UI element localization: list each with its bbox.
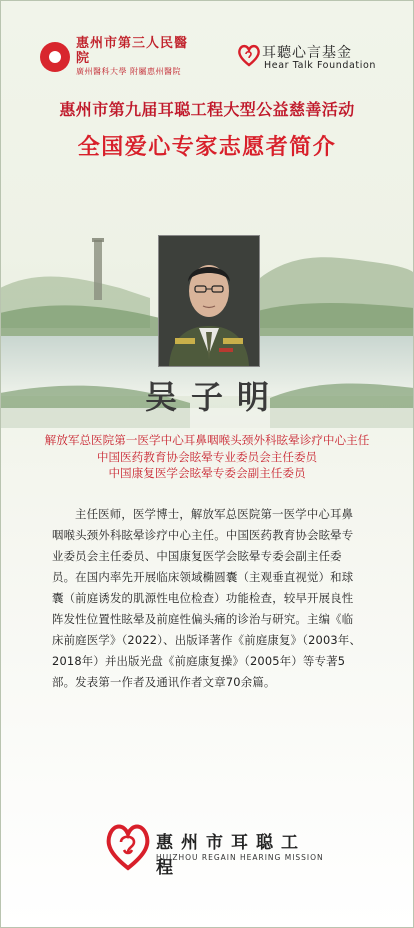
hospital-name: 惠州市第三人民醫院: [76, 36, 189, 66]
role-line: 中国医药教育协会眩晕专业委员会主任委员: [96, 449, 318, 464]
heart-ear-icon: [236, 42, 262, 68]
event-title: 惠州市第九届耳聪工程大型公益慈善活动: [59, 100, 355, 119]
expert-biography: 主任医师，医学博士，解放军总医院第一医学中心耳鼻咽喉头颈外科眩晕诊疗中心主任。中国医药教育协会眩晕专业委员会主任委员、中国康复医学会眩晕专委会副主任委员。在国内率先开展临床领域椭圆囊（主观垂直视觉）和球囊（前庭诱发的肌源性电位检查）功能检查，较早开展良性阵发性位置性眩晕及前庭性偏头痛的诊治与研究。主编《临床前庭医学》（2022）、出版译著作《前庭康复》（2003年、2018年）并出版光盘《前庭康复操》（2005年）等专著5部。发表第一作者及通讯作者文章70余篇。: [52, 507, 362, 689]
foundation-name-cn: 耳聽心言基金: [262, 45, 352, 61]
foundation-name-en: Hear Talk Foundation: [264, 60, 376, 71]
role-line: 解放军总医院第一医学中心耳鼻咽喉头颈外科眩晕诊疗中心主任: [44, 433, 370, 447]
foundation-logo: [236, 40, 386, 74]
program-logo: [104, 818, 324, 878]
program-name-en: HUIZHOU REGAIN HEARING MISSION: [156, 853, 324, 862]
program-name-cn: 惠州市耳聪工程: [156, 833, 306, 878]
hospital-emblem-icon: [40, 42, 70, 72]
hospital-affiliation: 廣州醫科大學 附屬惠州醫院: [76, 66, 182, 76]
expert-name: 吴子明: [144, 378, 283, 416]
role-line: 中国康复医学会眩晕专委会副主任委员: [108, 466, 306, 480]
expert-roles: [0, 432, 414, 482]
page-title: 全国爱心专家志愿者简介: [77, 135, 337, 160]
heart-logo-icon: [104, 820, 152, 872]
header: [0, 0, 414, 92]
expert-portrait-photo: [158, 235, 260, 367]
hospital-logo: [40, 36, 200, 76]
portrait-figure-icon: [159, 236, 259, 366]
